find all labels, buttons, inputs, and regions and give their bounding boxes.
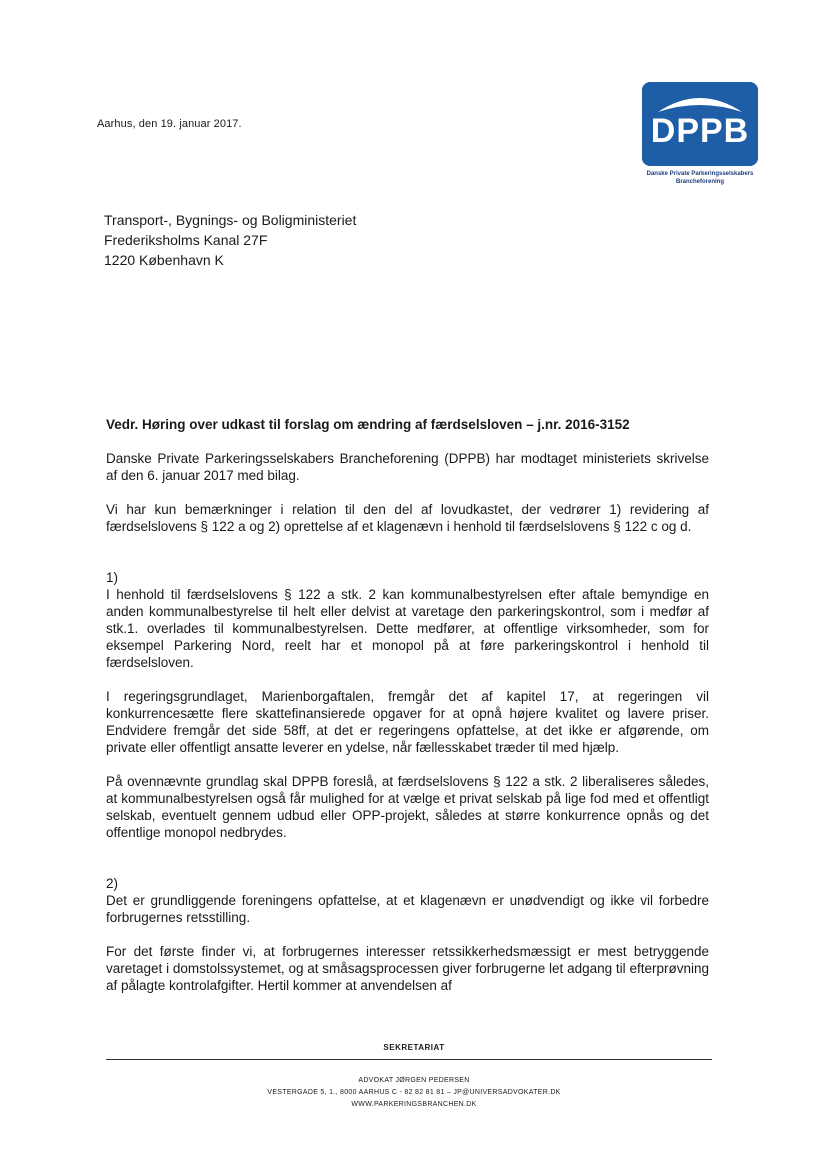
paragraph: I henhold til færdselslovens § 122 a stk. 2 kan kommunalbestyrelsen efter aftale bemyndige en anden kommunalbestyrelse til helt eller delvist at varetage den parkeringskontrol, som i medfør af stk.1. overlades til kommunalbestyrelsen. Dette medfører, at offentlige virksomheder, som for eksempel Parkering Nord, reelt har et monopol på at føre parkeringskontrol i henhold til færdselsloven. — [106, 587, 709, 670]
logo-caption — [630, 170, 770, 186]
section-number: 2) — [106, 876, 119, 891]
paragraph: I regeringsgrundlaget, Marienborgaftalen, fremgår det af kapitel 17, at regeringen vil konkurrencesætte flere skattefinansierede opgaver for at opnå højere kvalitet og lavere priser. Endvidere fremgår det side 58ff, at det er regeringens opfattelse, at det ikke er afgørende, om private eller offentligt ansatte leverer en ydelse, når fællesskabet træder til med hjælp. — [106, 689, 709, 755]
paragraph: For det første finder vi, at forbrugernes interesser retssikkerhedsmæssigt er mest betryggende varetaget i domstolssystemet, og at småsagsprocessen giver forbrugerne let adgang til efterprøvning af pålagte kontrolafgifter. Hertil kommer at anvendelsen af — [106, 944, 709, 993]
logo-caption-line2: Brancheforening — [675, 179, 724, 185]
letter-body — [106, 450, 709, 1011]
dppb-logo — [642, 82, 758, 166]
footer-line3: WWW.PARKERINGSBRANCHEN.DK — [351, 1101, 477, 1108]
footer-line1: ADVOKAT JØRGEN PEDERSEN — [358, 1077, 470, 1084]
section-number: 1) — [106, 570, 119, 585]
paragraph: På ovennævnte grundlag skal DPPB foreslå, at færdselslovens § 122 a stk. 2 liberaliseres således, at kommunalbestyrelsen også får mulighed for at vælge et privat selskab på lige fod med et offentligt selskab, eventuelt gennem udbud eller OPP-projekt, således at større konkurrence opnås og det offentlige monopol nedbrydes. — [106, 774, 709, 840]
letter-date: Aarhus, den 19. januar 2017. — [97, 118, 242, 130]
paragraph: Danske Private Parkeringsselskabers Brancheforening (DPPB) har modtaget ministeriets skrivelse af den 6. januar 2017 med bilag. — [106, 451, 709, 483]
footer-label: SEKRETARIAT — [383, 1043, 445, 1052]
recipient-line3: 1220 København K — [104, 252, 224, 268]
recipient-line2: Frederiksholms Kanal 27F — [104, 232, 268, 248]
footer-divider — [106, 1059, 712, 1060]
logo-caption-line1: Danske Private Parkeringsselskabers — [646, 171, 754, 177]
footer-line2: VESTERGADE 5, 1., 8000 AARHUS C - 82 82 81 81 – JP@UNIVERSADVOKATER.DK — [267, 1089, 561, 1096]
recipient-line1: Transport-, Bygnings- og Boligministeriet — [104, 212, 357, 228]
footer-contact — [0, 1075, 828, 1111]
paragraph: Vi har kun bemærkninger i relation til den del af lovudkastet, der vedrører 1) revidering af færdselslovens § 122 a og 2) oprettelse af et klagenævn i henhold til færdselslovens § 122 c og d. — [106, 502, 709, 534]
recipient-address — [104, 210, 356, 270]
logo-text: DPPB — [650, 112, 750, 150]
subject-line: Vedr. Høring over udkast til forslag om ændring af færdselsloven – j.nr. 2016-3152 — [106, 417, 630, 432]
paragraph: Det er grundliggende foreningens opfattelse, at et klagenævn er unødvendigt og ikke vil forbedre forbrugernes retsstilling. — [106, 893, 709, 925]
